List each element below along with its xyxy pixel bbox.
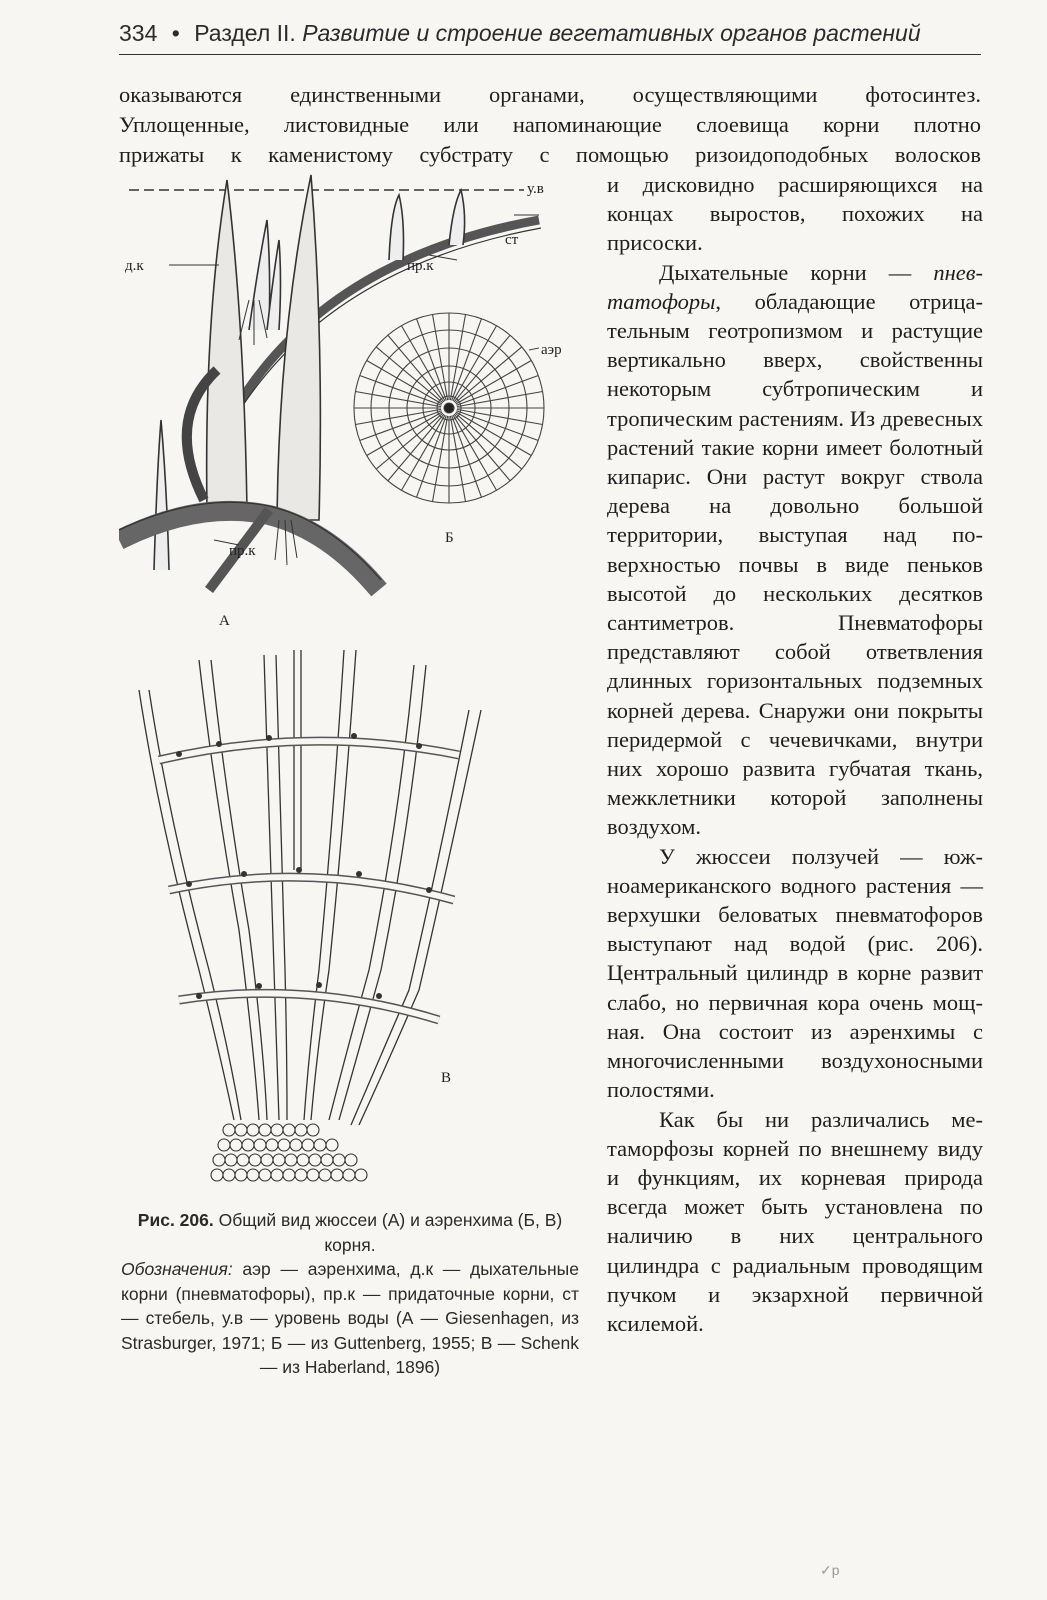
caption-title xyxy=(121,1208,579,1257)
caption-notes-label: Обозначения: xyxy=(121,1259,233,1279)
figure-206 xyxy=(119,170,589,1210)
label-a: А xyxy=(219,613,230,629)
page-number: 334 xyxy=(119,20,158,46)
label-v: В xyxy=(441,1070,452,1086)
label-b: Б xyxy=(445,530,454,546)
figure-b-aerenchyma xyxy=(354,313,544,503)
caption-notes xyxy=(121,1257,579,1380)
caption-notes-text: аэр — аэренхима, д.к — дыхательные корни (пневматофоры), пр.к — придаточные корни, ст — стебель, у.в — уровень воды (А — Giesenhagen, из Strasburger, 1971; Б — из Guttenberg, 1955; В — Schenk — из Haberland, 1896) xyxy=(121,1259,579,1377)
label-adventitious-roots-bottom: пр.к xyxy=(229,543,256,559)
figure-caption xyxy=(121,1208,579,1380)
text-column xyxy=(607,170,983,1338)
paragraph-3: У жюссеи ползучей — южноамериканского водного растения — верхушки беловатых пневматофоров выступают над водой (рис. 206). Центральный цилиндр в корне развит слабо, но первичная кора очень мощная. Она состоит из аэренхимы с многочисленными воздухоносными полостями. xyxy=(607,843,983,1103)
figure-illustration xyxy=(119,170,589,1210)
figure-a-plant xyxy=(119,175,541,590)
label-breathing-roots: д.к xyxy=(125,258,144,274)
header-separator: • xyxy=(171,20,180,46)
label-aerenchyma: аэр xyxy=(541,342,562,358)
footer-mark: ✓р xyxy=(820,1562,840,1578)
paragraph-1: и дисковидно расширяющихся на концах выростов, похожих на присоски. xyxy=(607,172,983,256)
text-line-3: прижаты к каменистому субстрату с помощью ризоидоподобных волосков xyxy=(119,142,981,167)
section-title: Развитие и строение вегетативных органов растений xyxy=(302,20,921,46)
label-water-level: у.в xyxy=(527,181,544,197)
page-header xyxy=(119,16,981,55)
term-pneumatophores: пневmатофоры xyxy=(607,259,983,314)
pneumatophore-1 xyxy=(207,180,247,510)
paragraph-2-rest: , обладающие отрицательным геотропизмом и растущие вертикально вверх, свойственны некоторым субтропическим и тропическим растениям. Из древесных растений такие корни имеет болотный кипарис. Они растут вокруг ствола дерева на довольно большой территории, выступая над поверхностью почвы в виде пеньков высотой до нескольких десятков сантиметров. Пневматофоры представляют собой ответвления длинных горизонтальных подземных корней дерева. Снаружи они покрыты перидермой с чечевичками, внутри них хорошо развита губчатая ткань, межклетники которой заполнены воздухом. xyxy=(607,288,983,840)
caption-figure-title: Общий вид жюссеи (А) и аэренхима (Б, В) корня. xyxy=(213,1210,563,1255)
label-stem: ст xyxy=(505,232,519,248)
text-line-1: оказываются единственными органами, осуществляющими фотосинтез. xyxy=(119,82,981,107)
caption-figure-label: Рис. 206. xyxy=(137,1210,214,1230)
paragraph-4: Как бы ни различались метаморфозы корней по внешнему виду и функциям, их корневая природа всегда может быть установлена по наличию в них центрального цилиндра с радиальным проводящим пучком и экзархной первичной ксилемой. xyxy=(607,1106,983,1336)
figure-v-cells xyxy=(139,650,481,1181)
text-line-2: Уплощенные, листовидные или напоминающие слоевища корни плотно xyxy=(119,112,981,137)
label-adventitious-roots-top: пр.к xyxy=(407,258,434,274)
section-name: Раздел II. xyxy=(194,20,296,46)
paragraph-2-start: Дыхательные корни — xyxy=(659,259,934,285)
paragraph-2 xyxy=(607,258,983,842)
